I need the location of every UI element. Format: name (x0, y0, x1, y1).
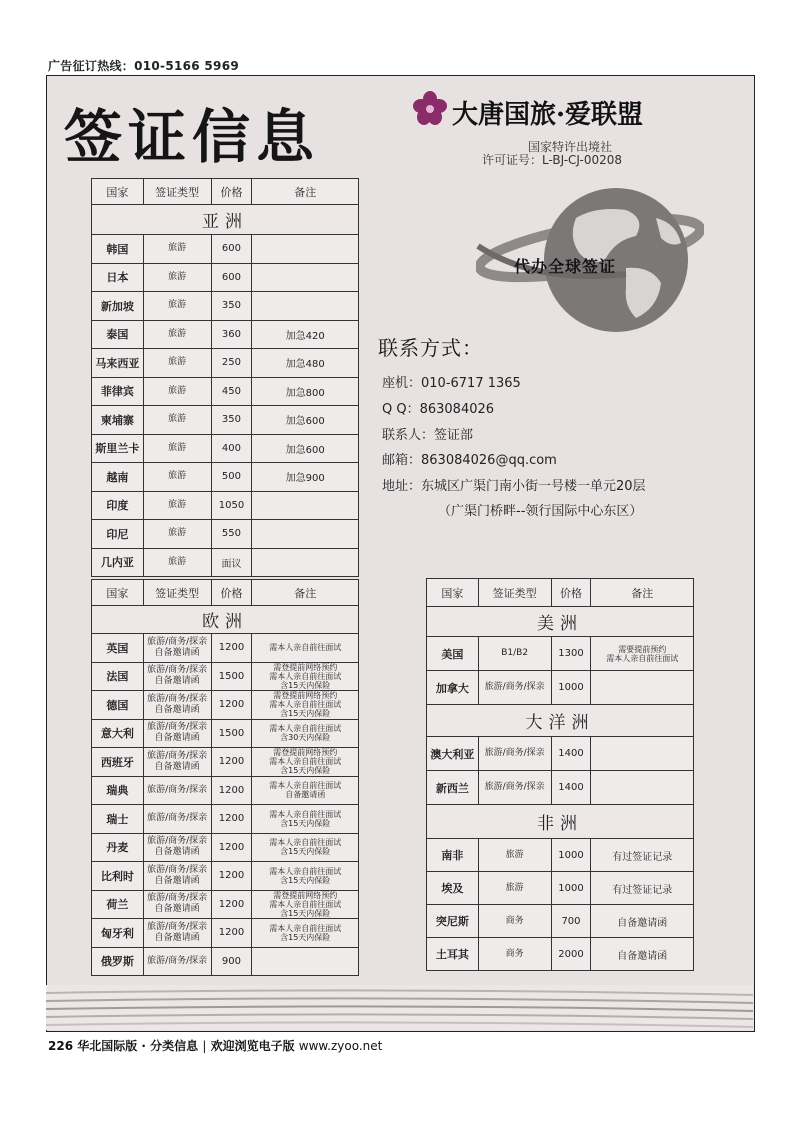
visa-type-cell: 旅游/商务/探亲 (143, 947, 211, 976)
price-cell: 400 (211, 434, 252, 463)
note-cell: 需本人亲自前往面试 自备邀请函 (252, 776, 359, 805)
table-row (427, 637, 694, 671)
country-cell: 荷兰 (92, 890, 144, 919)
price-cell: 1500 (211, 719, 252, 748)
country-cell: 土耳其 (427, 938, 479, 971)
note-cell (591, 671, 694, 705)
price-cell: 550 (211, 520, 252, 549)
visa-type-cell: 商务 (478, 905, 551, 938)
country-cell: 印尼 (92, 520, 144, 549)
note-cell: 有过签证记录 (591, 839, 694, 872)
visa-type-cell: 商务 (478, 938, 551, 971)
country-cell: 南非 (427, 839, 479, 872)
asia-visa-table (91, 178, 359, 577)
price-cell: 1200 (211, 890, 252, 919)
table-row (427, 737, 694, 771)
table-row (92, 805, 359, 834)
page-title: 签证信息 (64, 103, 321, 171)
table-header-row (92, 580, 359, 606)
visa-type-cell: 旅游 (143, 548, 211, 577)
country-cell: 比利时 (92, 862, 144, 891)
visa-type-cell: 旅游 (143, 406, 211, 435)
note-cell (252, 520, 359, 549)
header-country: 国家 (92, 580, 144, 606)
note-cell: 需本人亲自前往面试 含30天内保险 (252, 719, 359, 748)
visa-type-cell: 旅游 (143, 292, 211, 321)
visa-type-cell: 旅游/商务/探亲 (478, 737, 551, 771)
country-cell: 日本 (92, 263, 144, 292)
note-cell: 有过签证记录 (591, 872, 694, 905)
header-note: 备注 (252, 580, 359, 606)
table-row (92, 406, 359, 435)
table-row (92, 434, 359, 463)
region-row (427, 705, 694, 737)
table-row (92, 719, 359, 748)
visa-type-cell: 旅游/商务/探亲 自备邀请函 (143, 890, 211, 919)
footer-url[interactable]: www.zyoo.net (298, 1039, 383, 1053)
table-row (92, 776, 359, 805)
note-cell (252, 263, 359, 292)
country-cell: 突尼斯 (427, 905, 479, 938)
table-row (427, 905, 694, 938)
note-cell: 需要提前预约 需本人亲自前往面试 (591, 637, 694, 671)
price-cell: 360 (211, 320, 252, 349)
price-cell: 250 (211, 349, 252, 378)
note-cell: 需本人亲自前往面试 (252, 634, 359, 663)
price-cell: 1300 (551, 637, 591, 671)
contact-person: 联系人：签证部 (382, 428, 474, 443)
price-cell: 1200 (211, 748, 252, 777)
note-cell: 自备邀请函 (591, 905, 694, 938)
visa-type-cell: 旅游 (143, 349, 211, 378)
visa-type-cell: 旅游/商务/探亲 自备邀请函 (143, 719, 211, 748)
table-row (92, 548, 359, 577)
header-note: 备注 (252, 179, 359, 205)
contact-address-note: （广渠门桥畔--领行国际中心东区） (438, 504, 643, 519)
note-cell: 需本人亲自前往面试 含15天内保险 (252, 833, 359, 862)
country-cell: 韩国 (92, 235, 144, 264)
header-note: 备注 (591, 579, 694, 607)
country-cell: 瑞典 (92, 776, 144, 805)
price-cell: 450 (211, 377, 252, 406)
country-cell: 柬埔寨 (92, 406, 144, 435)
price-cell: 1000 (551, 872, 591, 905)
visa-type-cell: 旅游/商务/探亲 (478, 771, 551, 805)
country-cell: 西班牙 (92, 748, 144, 777)
note-cell: 加急600 (252, 406, 359, 435)
country-cell: 印度 (92, 491, 144, 520)
note-cell (591, 771, 694, 805)
americas-oceania-africa-visa-table (426, 578, 694, 971)
table-row (92, 463, 359, 492)
contact-email[interactable]: 邮箱：863084026@qq.com (382, 453, 557, 468)
note-cell: 需本人亲自前往面试 含15天内保险 (252, 919, 359, 948)
header-country: 国家 (427, 579, 479, 607)
price-cell: 900 (211, 947, 252, 976)
brand-license: 许可证号：L-BJ-CJ-00208 (482, 153, 623, 167)
visa-type-cell: 旅游/商务/探亲 自备邀请函 (143, 662, 211, 691)
visa-type-cell: 旅游 (143, 320, 211, 349)
country-cell: 埃及 (427, 872, 479, 905)
brand-name: 大唐国旅·爱联盟 (452, 100, 644, 130)
table-row (427, 839, 694, 872)
price-cell: 1050 (211, 491, 252, 520)
visa-type-cell: B1/B2 (478, 637, 551, 671)
price-cell: 1400 (551, 737, 591, 771)
price-cell: 700 (551, 905, 591, 938)
header-price: 价格 (211, 179, 252, 205)
table-row (427, 872, 694, 905)
visa-type-cell: 旅游/商务/探亲 (143, 776, 211, 805)
price-cell: 1400 (551, 771, 591, 805)
visa-type-cell: 旅游 (143, 491, 211, 520)
country-cell: 马来西亚 (92, 349, 144, 378)
table-row (92, 349, 359, 378)
contact-phone: 座机：010-6717 1365 (382, 376, 521, 391)
table-row (92, 748, 359, 777)
note-cell (252, 548, 359, 577)
header-visa-type: 签证类型 (478, 579, 551, 607)
visa-type-cell: 旅游/商务/探亲 (143, 805, 211, 834)
table-row (92, 292, 359, 321)
table-row (427, 938, 694, 971)
page-footer (48, 1037, 382, 1054)
price-cell: 1200 (211, 691, 252, 720)
header-price: 价格 (211, 580, 252, 606)
country-cell: 德国 (92, 691, 144, 720)
region-row (92, 606, 359, 634)
note-cell (252, 947, 359, 976)
country-cell: 俄罗斯 (92, 947, 144, 976)
table-row (92, 691, 359, 720)
price-cell: 350 (211, 292, 252, 321)
contact-heading: 联系方式： (378, 336, 483, 360)
table-header-row (92, 179, 359, 205)
price-cell: 500 (211, 463, 252, 492)
visa-type-cell: 旅游 (143, 520, 211, 549)
footer-section: 华北国际版 · 分类信息 (77, 1039, 199, 1053)
table-row (427, 771, 694, 805)
price-cell: 1000 (551, 671, 591, 705)
region-row (92, 205, 359, 235)
country-cell: 几内亚 (92, 548, 144, 577)
visa-type-cell: 旅游/商务/探亲 自备邀请函 (143, 748, 211, 777)
table-row (92, 235, 359, 264)
country-cell: 泰国 (92, 320, 144, 349)
region-title-americas: 美洲 (427, 607, 694, 637)
note-cell (252, 292, 359, 321)
table-row (92, 520, 359, 549)
country-cell: 新西兰 (427, 771, 479, 805)
note-cell: 加急420 (252, 320, 359, 349)
note-cell (591, 737, 694, 771)
region-title-africa: 非洲 (427, 805, 694, 839)
price-cell: 1200 (211, 919, 252, 948)
header-visa-type: 签证类型 (143, 179, 211, 205)
note-cell: 加急900 (252, 463, 359, 492)
visa-type-cell: 旅游 (143, 235, 211, 264)
visa-type-cell: 旅游 (143, 434, 211, 463)
visa-type-cell: 旅游/商务/探亲 自备邀请函 (143, 862, 211, 891)
footer-cta: 欢迎浏览电子版 (210, 1039, 295, 1053)
header-visa-type: 签证类型 (143, 580, 211, 606)
note-cell (252, 235, 359, 264)
contact-address: 地址：东城区广渠门南小街一号楼一单元20层 (382, 479, 646, 494)
note-cell: 需登提前网络预约 需本人亲自前往面试 含15天内保险 (252, 662, 359, 691)
table-row (92, 263, 359, 292)
country-cell: 丹麦 (92, 833, 144, 862)
price-cell: 面议 (211, 548, 252, 577)
country-cell: 匈牙利 (92, 919, 144, 948)
price-cell: 1200 (211, 833, 252, 862)
globe-slogan: 代办全球签证 (514, 257, 617, 276)
europe-visa-table (91, 579, 359, 976)
price-cell: 1500 (211, 662, 252, 691)
table-row (92, 890, 359, 919)
visa-type-cell: 旅游 (478, 839, 551, 872)
note-cell: 加急600 (252, 434, 359, 463)
note-cell: 需本人亲自前往面试 含15天内保险 (252, 805, 359, 834)
country-cell: 加拿大 (427, 671, 479, 705)
note-cell (252, 491, 359, 520)
price-cell: 600 (211, 235, 252, 264)
ad-hotline: 广告征订热线：010-5166 5969 (48, 59, 240, 73)
table-row (427, 671, 694, 705)
table-row (92, 491, 359, 520)
country-cell: 越南 (92, 463, 144, 492)
price-cell: 1200 (211, 634, 252, 663)
country-cell: 新加坡 (92, 292, 144, 321)
country-cell: 美国 (427, 637, 479, 671)
note-cell: 自备邀请函 (591, 938, 694, 971)
contact-qq: Q Q：863084026 (382, 402, 495, 417)
country-cell: 法国 (92, 662, 144, 691)
table-row (92, 862, 359, 891)
table-row (92, 919, 359, 948)
footer-separator: | (202, 1039, 207, 1053)
visa-type-cell: 旅游 (478, 872, 551, 905)
table-row (92, 320, 359, 349)
region-title-oceania: 大洋洲 (427, 705, 694, 737)
visa-type-cell: 旅游/商务/探亲 自备邀请函 (143, 691, 211, 720)
price-cell: 350 (211, 406, 252, 435)
region-row (427, 607, 694, 637)
price-cell: 1200 (211, 776, 252, 805)
brand-block (412, 90, 732, 130)
country-cell: 意大利 (92, 719, 144, 748)
flower-logo-icon (412, 90, 448, 126)
price-cell: 1200 (211, 805, 252, 834)
header-country: 国家 (92, 179, 144, 205)
visa-type-cell: 旅游 (143, 377, 211, 406)
country-cell: 澳大利亚 (427, 737, 479, 771)
region-title-europe: 欧洲 (92, 606, 359, 634)
price-cell: 600 (211, 263, 252, 292)
header-price: 价格 (551, 579, 591, 607)
region-row (427, 805, 694, 839)
country-cell: 菲律宾 (92, 377, 144, 406)
visa-type-cell: 旅游/商务/探亲 自备邀请函 (143, 634, 211, 663)
table-row (92, 947, 359, 976)
note-cell: 需登提前网络预约 需本人亲自前往面试 含15天内保险 (252, 748, 359, 777)
table-row (92, 634, 359, 663)
table-row (92, 833, 359, 862)
visa-type-cell: 旅游 (143, 263, 211, 292)
visa-type-cell: 旅游/商务/探亲 自备邀请函 (143, 919, 211, 948)
price-cell: 1200 (211, 862, 252, 891)
note-cell: 加急480 (252, 349, 359, 378)
page-number: 226 (48, 1039, 74, 1053)
country-cell: 瑞士 (92, 805, 144, 834)
country-cell: 斯里兰卡 (92, 434, 144, 463)
price-cell: 1000 (551, 839, 591, 872)
price-cell: 2000 (551, 938, 591, 971)
note-cell: 加急800 (252, 377, 359, 406)
table-row (92, 662, 359, 691)
visa-type-cell: 旅游/商务/探亲 (478, 671, 551, 705)
paper-stack-decoration (46, 985, 753, 1030)
visa-type-cell: 旅游 (143, 463, 211, 492)
note-cell: 需本人亲自前往面试 含15天内保险 (252, 862, 359, 891)
region-title-asia: 亚洲 (92, 205, 359, 235)
country-cell: 英国 (92, 634, 144, 663)
visa-type-cell: 旅游/商务/探亲 自备邀请函 (143, 833, 211, 862)
note-cell: 需登提前网络预约 需本人亲自前往面试 含15天内保险 (252, 691, 359, 720)
table-header-row (427, 579, 694, 607)
table-row (92, 377, 359, 406)
note-cell: 需登提前网络预约 需本人亲自前往面试 含15天内保险 (252, 890, 359, 919)
brand-subtitle: 国家特许出境社 (528, 140, 613, 154)
